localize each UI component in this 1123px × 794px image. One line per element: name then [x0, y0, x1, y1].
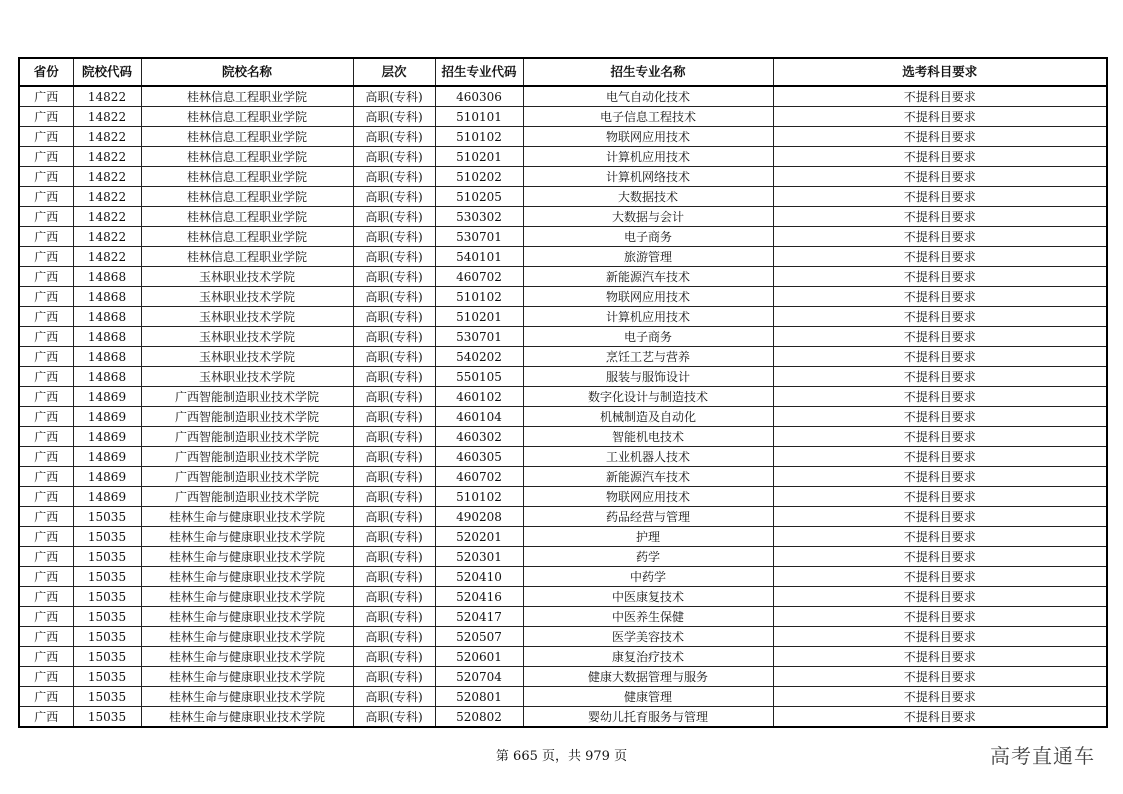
- table-row: [19, 467, 1107, 487]
- cell-subject-requirement: 不提科目要求: [773, 267, 1107, 287]
- cell-major-name: 机械制造及自动化: [523, 407, 773, 427]
- cell-school-code: 14868: [73, 307, 141, 327]
- cell-school-name: 桂林生命与健康职业技术学院: [141, 607, 353, 627]
- cell-level: 高职(专科): [353, 267, 435, 287]
- cell-school-name: 玉林职业技术学院: [141, 307, 353, 327]
- cell-school-name: 桂林生命与健康职业技术学院: [141, 627, 353, 647]
- cell-major-code: 460302: [435, 427, 523, 447]
- cell-major-name: 药品经营与管理: [523, 507, 773, 527]
- cell-subject-requirement: 不提科目要求: [773, 187, 1107, 207]
- cell-school-name: 桂林生命与健康职业技术学院: [141, 507, 353, 527]
- cell-subject-requirement: 不提科目要求: [773, 147, 1107, 167]
- table-row: [19, 227, 1107, 247]
- cell-level: 高职(专科): [353, 347, 435, 367]
- cell-province: 广西: [19, 547, 73, 567]
- cell-school-name: 桂林信息工程职业学院: [141, 86, 353, 107]
- cell-major-code: 510202: [435, 167, 523, 187]
- cell-level: 高职(专科): [353, 227, 435, 247]
- cell-major-code: 540101: [435, 247, 523, 267]
- table-row: [19, 307, 1107, 327]
- cell-school-code: 14869: [73, 467, 141, 487]
- cell-school-name: 玉林职业技术学院: [141, 347, 353, 367]
- cell-major-code: 510101: [435, 107, 523, 127]
- cell-school-code: 14869: [73, 427, 141, 447]
- cell-level: 高职(专科): [353, 387, 435, 407]
- cell-major-name: 中医康复技术: [523, 587, 773, 607]
- cell-school-code: 14868: [73, 267, 141, 287]
- cell-level: 高职(专科): [353, 447, 435, 467]
- cell-major-name: 服装与服饰设计: [523, 367, 773, 387]
- cell-school-code: 14868: [73, 367, 141, 387]
- cell-school-name: 广西智能制造职业技术学院: [141, 407, 353, 427]
- cell-major-name: 电气自动化技术: [523, 86, 773, 107]
- cell-school-name: 桂林生命与健康职业技术学院: [141, 547, 353, 567]
- cell-level: 高职(专科): [353, 507, 435, 527]
- cell-level: 高职(专科): [353, 487, 435, 507]
- table-row: [19, 267, 1107, 287]
- cell-level: 高职(专科): [353, 187, 435, 207]
- cell-major-code: 460104: [435, 407, 523, 427]
- cell-level: 高职(专科): [353, 287, 435, 307]
- cell-major-code: 460702: [435, 467, 523, 487]
- cell-major-code: 460306: [435, 86, 523, 107]
- header-school-name: 院校名称: [141, 58, 353, 86]
- cell-school-name: 玉林职业技术学院: [141, 287, 353, 307]
- cell-subject-requirement: 不提科目要求: [773, 107, 1107, 127]
- cell-province: 广西: [19, 667, 73, 687]
- cell-school-code: 14822: [73, 247, 141, 267]
- cell-school-code: 15035: [73, 667, 141, 687]
- cell-subject-requirement: 不提科目要求: [773, 287, 1107, 307]
- cell-subject-requirement: 不提科目要求: [773, 567, 1107, 587]
- cell-major-code: 520802: [435, 707, 523, 728]
- cell-province: 广西: [19, 627, 73, 647]
- cell-major-code: 510102: [435, 127, 523, 147]
- cell-major-name: 药学: [523, 547, 773, 567]
- table-row: [19, 667, 1107, 687]
- cell-school-code: 15035: [73, 587, 141, 607]
- cell-province: 广西: [19, 187, 73, 207]
- cell-province: 广西: [19, 687, 73, 707]
- cell-subject-requirement: 不提科目要求: [773, 347, 1107, 367]
- cell-province: 广西: [19, 507, 73, 527]
- cell-province: 广西: [19, 487, 73, 507]
- cell-school-name: 广西智能制造职业技术学院: [141, 467, 353, 487]
- cell-major-code: 460305: [435, 447, 523, 467]
- cell-major-code: 490208: [435, 507, 523, 527]
- cell-school-name: 玉林职业技术学院: [141, 367, 353, 387]
- cell-school-name: 桂林生命与健康职业技术学院: [141, 527, 353, 547]
- cell-major-name: 数字化设计与制造技术: [523, 387, 773, 407]
- cell-major-name: 医学美容技术: [523, 627, 773, 647]
- cell-province: 广西: [19, 307, 73, 327]
- cell-school-code: 14868: [73, 327, 141, 347]
- cell-level: 高职(专科): [353, 327, 435, 347]
- table-row: [19, 647, 1107, 667]
- table-row: [19, 127, 1107, 147]
- cell-major-name: 智能机电技术: [523, 427, 773, 447]
- cell-major-code: 530302: [435, 207, 523, 227]
- table-row: [19, 147, 1107, 167]
- header-major-name: 招生专业名称: [523, 58, 773, 86]
- table-row: [19, 207, 1107, 227]
- table-row: [19, 627, 1107, 647]
- cell-school-name: 广西智能制造职业技术学院: [141, 487, 353, 507]
- table-row: [19, 447, 1107, 467]
- cell-province: 广西: [19, 267, 73, 287]
- cell-major-name: 计算机网络技术: [523, 167, 773, 187]
- cell-province: 广西: [19, 647, 73, 667]
- cell-level: 高职(专科): [353, 427, 435, 447]
- table-row: [19, 247, 1107, 267]
- cell-school-name: 广西智能制造职业技术学院: [141, 447, 353, 467]
- cell-school-code: 14822: [73, 187, 141, 207]
- cell-major-code: 520704: [435, 667, 523, 687]
- cell-school-name: 玉林职业技术学院: [141, 267, 353, 287]
- cell-major-name: 电子商务: [523, 327, 773, 347]
- cell-level: 高职(专科): [353, 167, 435, 187]
- admission-table-container: [18, 57, 1106, 728]
- cell-level: 高职(专科): [353, 467, 435, 487]
- cell-subject-requirement: 不提科目要求: [773, 247, 1107, 267]
- cell-school-name: 桂林生命与健康职业技术学院: [141, 687, 353, 707]
- cell-province: 广西: [19, 367, 73, 387]
- cell-school-code: 15035: [73, 627, 141, 647]
- cell-subject-requirement: 不提科目要求: [773, 327, 1107, 347]
- table-row: [19, 187, 1107, 207]
- cell-province: 广西: [19, 167, 73, 187]
- header-subject-requirement: 选考科目要求: [773, 58, 1107, 86]
- cell-subject-requirement: 不提科目要求: [773, 507, 1107, 527]
- cell-level: 高职(专科): [353, 127, 435, 147]
- cell-school-code: 14822: [73, 227, 141, 247]
- cell-subject-requirement: 不提科目要求: [773, 387, 1107, 407]
- cell-subject-requirement: 不提科目要求: [773, 427, 1107, 447]
- table-row: [19, 387, 1107, 407]
- table-row: [19, 347, 1107, 367]
- cell-school-code: 14822: [73, 86, 141, 107]
- cell-subject-requirement: 不提科目要求: [773, 467, 1107, 487]
- cell-major-code: 520410: [435, 567, 523, 587]
- cell-major-name: 中药学: [523, 567, 773, 587]
- cell-level: 高职(专科): [353, 607, 435, 627]
- cell-school-code: 14822: [73, 147, 141, 167]
- cell-school-code: 15035: [73, 647, 141, 667]
- cell-subject-requirement: 不提科目要求: [773, 547, 1107, 567]
- cell-school-code: 14868: [73, 287, 141, 307]
- table-row: [19, 547, 1107, 567]
- header-level: 层次: [353, 58, 435, 86]
- cell-major-code: 520801: [435, 687, 523, 707]
- cell-subject-requirement: 不提科目要求: [773, 587, 1107, 607]
- cell-major-name: 护理: [523, 527, 773, 547]
- cell-major-name: 婴幼儿托育服务与管理: [523, 707, 773, 728]
- cell-province: 广西: [19, 567, 73, 587]
- cell-subject-requirement: 不提科目要求: [773, 227, 1107, 247]
- cell-province: 广西: [19, 427, 73, 447]
- cell-school-code: 14869: [73, 487, 141, 507]
- cell-school-name: 玉林职业技术学院: [141, 327, 353, 347]
- cell-school-name: 广西智能制造职业技术学院: [141, 427, 353, 447]
- cell-school-code: 15035: [73, 507, 141, 527]
- cell-level: 高职(专科): [353, 707, 435, 728]
- cell-province: 广西: [19, 467, 73, 487]
- cell-level: 高职(专科): [353, 367, 435, 387]
- cell-level: 高职(专科): [353, 647, 435, 667]
- cell-school-code: 14869: [73, 407, 141, 427]
- cell-school-name: 桂林生命与健康职业技术学院: [141, 587, 353, 607]
- cell-major-code: 520416: [435, 587, 523, 607]
- cell-school-name: 桂林信息工程职业学院: [141, 227, 353, 247]
- cell-province: 广西: [19, 287, 73, 307]
- cell-school-name: 桂林信息工程职业学院: [141, 247, 353, 267]
- cell-school-name: 桂林信息工程职业学院: [141, 147, 353, 167]
- cell-school-name: 广西智能制造职业技术学院: [141, 387, 353, 407]
- cell-subject-requirement: 不提科目要求: [773, 207, 1107, 227]
- header-school-code: 院校代码: [73, 58, 141, 86]
- table-row: [19, 567, 1107, 587]
- cell-level: 高职(专科): [353, 207, 435, 227]
- cell-major-code: 510102: [435, 287, 523, 307]
- cell-subject-requirement: 不提科目要求: [773, 527, 1107, 547]
- cell-level: 高职(专科): [353, 547, 435, 567]
- table-row: [19, 367, 1107, 387]
- cell-school-name: 桂林信息工程职业学院: [141, 127, 353, 147]
- cell-school-code: 15035: [73, 527, 141, 547]
- cell-major-name: 康复治疗技术: [523, 647, 773, 667]
- cell-province: 广西: [19, 387, 73, 407]
- cell-level: 高职(专科): [353, 567, 435, 587]
- cell-major-code: 520507: [435, 627, 523, 647]
- watermark: 高考直通车: [990, 744, 1095, 768]
- cell-level: 高职(专科): [353, 86, 435, 107]
- cell-major-name: 工业机器人技术: [523, 447, 773, 467]
- cell-major-name: 中医养生保健: [523, 607, 773, 627]
- cell-major-code: 520601: [435, 647, 523, 667]
- header-major-code: 招生专业代码: [435, 58, 523, 86]
- cell-major-name: 大数据与会计: [523, 207, 773, 227]
- cell-major-code: 520301: [435, 547, 523, 567]
- table-header: [19, 58, 1107, 86]
- cell-subject-requirement: 不提科目要求: [773, 647, 1107, 667]
- table-row: [19, 507, 1107, 527]
- page-number: 第 665 页，共 979 页: [495, 749, 628, 764]
- header-province: 省份: [19, 58, 73, 86]
- cell-school-code: 15035: [73, 567, 141, 587]
- cell-school-code: 14822: [73, 167, 141, 187]
- cell-major-name: 电子商务: [523, 227, 773, 247]
- cell-level: 高职(专科): [353, 407, 435, 427]
- cell-school-code: 15035: [73, 607, 141, 627]
- cell-province: 广西: [19, 707, 73, 728]
- cell-province: 广西: [19, 127, 73, 147]
- cell-school-name: 桂林生命与健康职业技术学院: [141, 667, 353, 687]
- cell-school-code: 15035: [73, 687, 141, 707]
- table-row: [19, 427, 1107, 447]
- cell-level: 高职(专科): [353, 627, 435, 647]
- cell-province: 广西: [19, 527, 73, 547]
- cell-province: 广西: [19, 347, 73, 367]
- cell-major-name: 健康大数据管理与服务: [523, 667, 773, 687]
- cell-school-code: 14822: [73, 107, 141, 127]
- cell-major-name: 物联网应用技术: [523, 127, 773, 147]
- cell-subject-requirement: 不提科目要求: [773, 167, 1107, 187]
- cell-province: 广西: [19, 247, 73, 267]
- table-row: [19, 86, 1107, 107]
- cell-subject-requirement: 不提科目要求: [773, 487, 1107, 507]
- cell-school-code: 15035: [73, 547, 141, 567]
- cell-subject-requirement: 不提科目要求: [773, 607, 1107, 627]
- cell-subject-requirement: 不提科目要求: [773, 447, 1107, 467]
- cell-school-name: 桂林生命与健康职业技术学院: [141, 647, 353, 667]
- cell-level: 高职(专科): [353, 147, 435, 167]
- cell-major-name: 计算机应用技术: [523, 307, 773, 327]
- cell-school-name: 桂林生命与健康职业技术学院: [141, 707, 353, 728]
- cell-major-code: 530701: [435, 227, 523, 247]
- cell-subject-requirement: 不提科目要求: [773, 667, 1107, 687]
- cell-school-code: 14869: [73, 387, 141, 407]
- table-row: [19, 587, 1107, 607]
- table-row: [19, 607, 1107, 627]
- cell-school-name: 桂林生命与健康职业技术学院: [141, 567, 353, 587]
- cell-province: 广西: [19, 327, 73, 347]
- cell-province: 广西: [19, 147, 73, 167]
- table-row: [19, 287, 1107, 307]
- cell-school-name: 桂林信息工程职业学院: [141, 167, 353, 187]
- cell-major-code: 540202: [435, 347, 523, 367]
- cell-province: 广西: [19, 587, 73, 607]
- cell-major-code: 510201: [435, 307, 523, 327]
- table-row: [19, 167, 1107, 187]
- cell-major-code: 510102: [435, 487, 523, 507]
- cell-province: 广西: [19, 86, 73, 107]
- table-row: [19, 707, 1107, 728]
- cell-major-code: 520201: [435, 527, 523, 547]
- cell-level: 高职(专科): [353, 587, 435, 607]
- cell-school-code: 14822: [73, 207, 141, 227]
- cell-major-code: 460702: [435, 267, 523, 287]
- cell-major-name: 健康管理: [523, 687, 773, 707]
- table-body: [19, 86, 1107, 727]
- cell-major-name: 物联网应用技术: [523, 287, 773, 307]
- cell-major-code: 550105: [435, 367, 523, 387]
- cell-province: 广西: [19, 207, 73, 227]
- cell-subject-requirement: 不提科目要求: [773, 127, 1107, 147]
- table-row: [19, 107, 1107, 127]
- cell-major-name: 电子信息工程技术: [523, 107, 773, 127]
- cell-school-name: 桂林信息工程职业学院: [141, 187, 353, 207]
- cell-major-name: 物联网应用技术: [523, 487, 773, 507]
- cell-province: 广西: [19, 107, 73, 127]
- cell-subject-requirement: 不提科目要求: [773, 627, 1107, 647]
- table-row: [19, 487, 1107, 507]
- cell-school-code: 14869: [73, 447, 141, 467]
- cell-level: 高职(专科): [353, 107, 435, 127]
- table-row: [19, 687, 1107, 707]
- cell-major-code: 510205: [435, 187, 523, 207]
- cell-school-code: 14822: [73, 127, 141, 147]
- cell-major-code: 530701: [435, 327, 523, 347]
- cell-subject-requirement: 不提科目要求: [773, 86, 1107, 107]
- cell-province: 广西: [19, 447, 73, 467]
- cell-school-code: 15035: [73, 707, 141, 728]
- cell-major-code: 460102: [435, 387, 523, 407]
- cell-subject-requirement: 不提科目要求: [773, 707, 1107, 728]
- cell-level: 高职(专科): [353, 307, 435, 327]
- cell-school-code: 14868: [73, 347, 141, 367]
- admission-table: [18, 57, 1108, 728]
- cell-level: 高职(专科): [353, 247, 435, 267]
- header-row: [19, 58, 1107, 86]
- cell-level: 高职(专科): [353, 667, 435, 687]
- cell-major-name: 新能源汽车技术: [523, 467, 773, 487]
- table-row: [19, 407, 1107, 427]
- cell-major-code: 510201: [435, 147, 523, 167]
- cell-subject-requirement: 不提科目要求: [773, 407, 1107, 427]
- cell-major-name: 大数据技术: [523, 187, 773, 207]
- cell-level: 高职(专科): [353, 687, 435, 707]
- table-row: [19, 327, 1107, 347]
- cell-major-name: 烹饪工艺与营养: [523, 347, 773, 367]
- cell-subject-requirement: 不提科目要求: [773, 367, 1107, 387]
- cell-province: 广西: [19, 407, 73, 427]
- cell-subject-requirement: 不提科目要求: [773, 687, 1107, 707]
- cell-subject-requirement: 不提科目要求: [773, 307, 1107, 327]
- cell-school-name: 桂林信息工程职业学院: [141, 107, 353, 127]
- cell-major-name: 计算机应用技术: [523, 147, 773, 167]
- cell-province: 广西: [19, 607, 73, 627]
- cell-major-code: 520417: [435, 607, 523, 627]
- table-row: [19, 527, 1107, 547]
- cell-major-name: 新能源汽车技术: [523, 267, 773, 287]
- cell-province: 广西: [19, 227, 73, 247]
- cell-school-name: 桂林信息工程职业学院: [141, 207, 353, 227]
- cell-major-name: 旅游管理: [523, 247, 773, 267]
- cell-level: 高职(专科): [353, 527, 435, 547]
